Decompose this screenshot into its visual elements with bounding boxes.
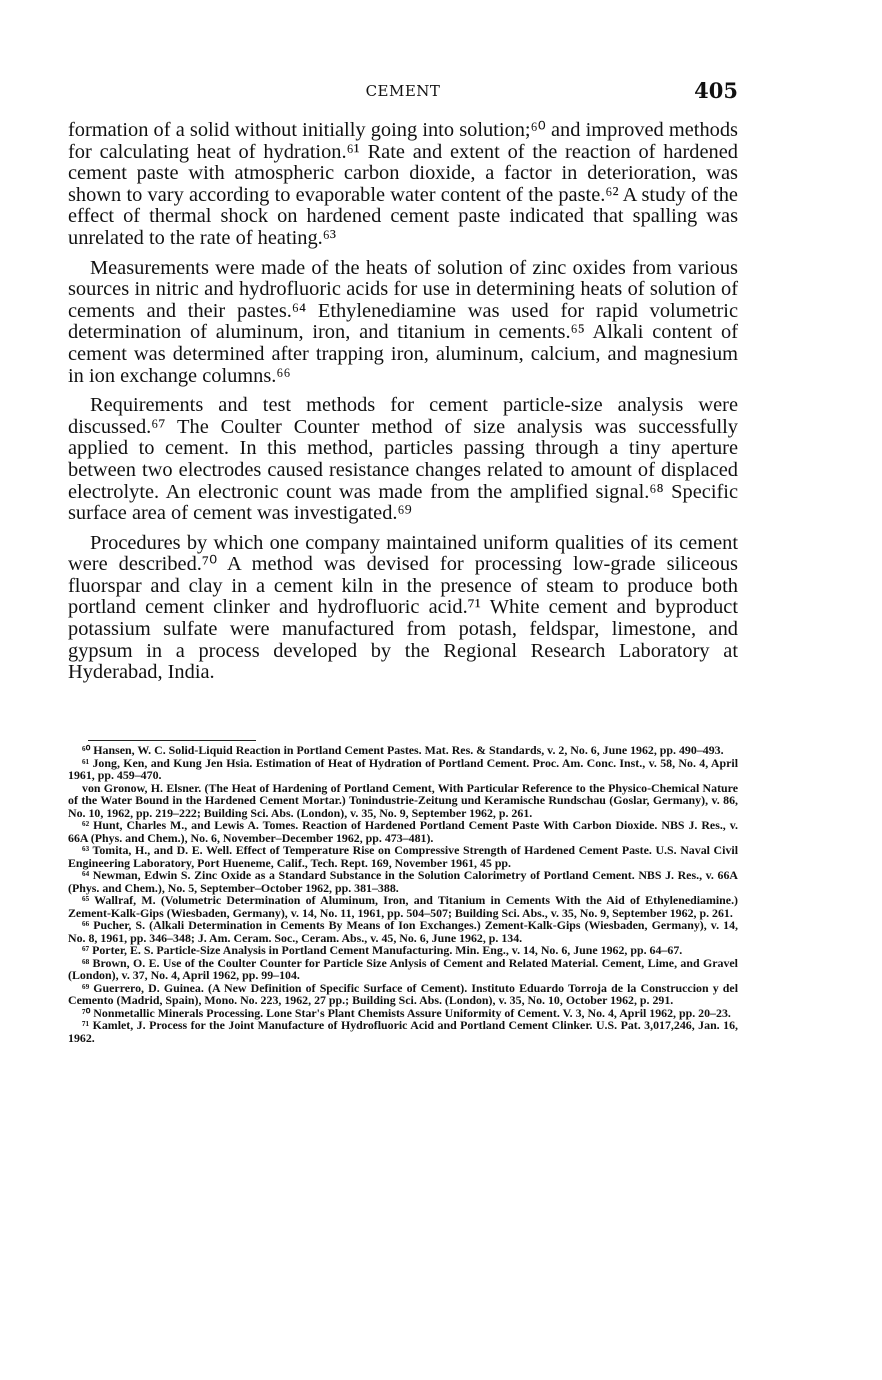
paragraph: formation of a solid without initially going into solution;⁶⁰ and improved methods for calculating heat of hydration.⁶¹ Rate and extent of the reaction of hardened cement paste with atmospheric carbon dioxide, a factor in deterioration, was shown to vary according to evaporable water content of the paste.⁶² A study of the effect of thermal shock on hardened cement paste indicated that spalling was unrelated to the rate of heating.⁶³ <box>68 119 738 249</box>
page-number: 405 <box>694 78 738 103</box>
footnote: ⁶⁵ Wallraf, M. (Volumetric Determination of Aluminum, Iron, and Titanium in Cements With the Aid of Ethylenediamine.) Zement-Kalk-Gips (Wiesbaden, Germany), v. 14, No. 11, 1961, pp. 504–507; Building Sci. Abs., v. 35, No. 9, September 1962, p. 261. <box>68 893 738 920</box>
body-text <box>68 120 738 692</box>
footnote: ⁷⁰ Nonmetallic Minerals Processing. Lone Star's Plant Chemists Assure Uniformity of Cement. V. 3, No. 4, April 1962, pp. 20–23. <box>82 1005 731 1020</box>
page-header <box>68 78 738 108</box>
footnote: ⁶⁴ Newman, Edwin S. Zinc Oxide as a Standard Substance in the Solution Calorimetry of Portland Cement. NBS J. Res., v. 66A (Phys. and Chem.), No. 5, September–October 1962, pp. 381–388. <box>68 868 738 895</box>
paragraph: Measurements were made of the heats of solution of zinc oxides from various sources in nitric and hydrofluoric acids for use in determining heats of solution of cements and their pastes.⁶⁴ Ethylenediamine was used for rapid volumetric determination of aluminum, iron, and titanium in cements.⁶⁵ Alkali content of cement was determined after trapping iron, aluminum, calcium, and magnesium in ion exchange columns.⁶⁶ <box>68 256 738 387</box>
paragraph: Requirements and test methods for cement particle-size analysis were discussed.⁶⁷ The Coulter Counter method of size analysis was successfully applied to cement. In this method, particles passing through a tiny aperture between two electrodes caused resistance changes related to amount of displaced electrolyte. An electronic count was made from the amplified signal.⁶⁸ Specific surface area of cement was investigated.⁶⁹ <box>68 394 738 525</box>
footnote: ⁶² Hunt, Charles M., and Lewis A. Tomes. Reaction of Hardened Portland Cement Paste With Carbon Dioxide. NBS J. Res., v. 66A (Phys. and Chem.), No. 6, November–December 1962, pp. 473–481). <box>68 818 738 845</box>
footnotes <box>68 744 738 1044</box>
footnote: ⁷¹ Kamlet, J. Process for the Joint Manufacture of Hydrofluoric Acid and Portland Cement Clinker. U.S. Pat. 3,017,246, Jan. 16, 1962. <box>68 1018 738 1045</box>
footnote: ⁶¹ Jong, Ken, and Kung Jen Hsia. Estimation of Heat of Hydration of Portland Cement. Proc. Am. Conc. Inst., v. 58, No. 4, April 1961, pp. 459–470. <box>68 755 738 782</box>
footnote: ⁶⁸ Brown, O. E. Use of the Coulter Counter for Particle Size Anlysis of Cement and Related Material. Cement, Lime, and Gravel (London), v. 37, No. 4, April 1962, pp. 99–104. <box>68 955 738 982</box>
footnote: von Gronow, H. Elsner. (The Heat of Hardening of Portland Cement, With Particular Reference to the Physico-Chemical Nature of the Water Bound in the Hardened Cement Mortar.) Tonindustrie-Zeitung und Keramische Rundschau (Goslar, Germany), v. 86, No. 10, 1962, pp. 219–222; Building Sci. Abs. (London), v. 35, No. 9, September 1962, p. 261. <box>68 780 738 820</box>
footnote: ⁶⁰ Hansen, W. C. Solid-Liquid Reaction in Portland Cement Pastes. Mat. Res. & Standards, v. 2, No. 6, June 1962, pp. 490–493. <box>82 743 724 757</box>
running-head: CEMENT <box>365 82 441 100</box>
footnote-divider <box>88 740 256 741</box>
footnote: ⁶³ Tomita, H., and D. E. Well. Effect of Temperature Rise on Compressive Strength of Hardened Cement Paste. U.S. Naval Civil Engineering Laboratory, Port Hueneme, Calif., Tech. Rept. 169, November 1961, 45 pp. <box>68 843 738 870</box>
footnote: ⁶⁶ Pucher, S. (Alkali Determination in Cements By Means of Ion Exchanges.) Zement-Kalk-Gips (Wiesbaden, Germany), v. 14, No. 8, 1961, pp. 346–348; J. Am. Ceram. Soc., Ceram. Abs., v. 45, No. 6, June 1962, p. 134. <box>68 918 738 945</box>
footnote: ⁶⁷ Porter, E. S. Particle-Size Analysis in Portland Cement Manufacturing. Min. Eng., v. 14, No. 6, June 1962, pp. 64–67. <box>82 943 683 957</box>
paragraph: Procedures by which one company maintained uniform qualities of its cement were described.⁷⁰ A method was devised for processing low-grade siliceous fluorspar and clay in a cement kiln in the presence of steam to produce both portland cement clinker and hydrofluoric acid.⁷¹ White cement and byproduct potassium sulfate were manufactured from potash, feldspar, limestone, and gypsum in a process developed by the Regional Research Laboratory at Hyderabad, India. <box>68 531 738 684</box>
footnote: ⁶⁹ Guerrero, D. Guinea. (A New Definition of Specific Surface of Cement). Instituto Eduardo Torroja de la Construccion y del Cemento (Madrid, Spain), Mono. No. 223, 1962, 27 pp.; Building Sci. Abs. (London), v. 35, No. 10, October 1962, p. 291. <box>68 980 738 1007</box>
